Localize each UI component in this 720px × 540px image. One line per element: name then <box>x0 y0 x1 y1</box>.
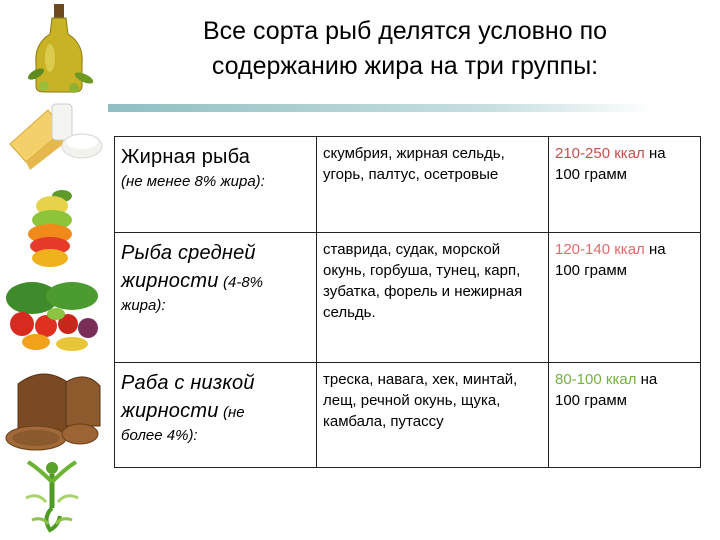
yoga-figure-image <box>18 458 86 538</box>
fish-fat-groups-table <box>114 136 701 468</box>
category-note: (не менее 8% жира): <box>121 173 265 190</box>
kcal-unit: ккал <box>614 145 645 162</box>
kcal-rest: 100 грамм <box>555 262 627 279</box>
kcal-unit: ккал <box>605 371 637 388</box>
kcal-unit: ккал <box>614 241 645 258</box>
fruit-stack-image <box>18 186 86 272</box>
examples-text: треска, навага, хек, минтай, лещ, речной окунь, щука, камбала, путассу <box>323 371 518 430</box>
category-title-cont: жирности <box>121 400 219 422</box>
category-cell <box>115 363 317 468</box>
calories-cell <box>549 363 701 468</box>
slide-title-line-1: Все сорта рыб делятся условно по <box>202 17 608 45</box>
kcal-rest: 100 грамм <box>555 392 627 409</box>
kcal-value: 80-100 <box>555 371 602 388</box>
slide-title <box>120 14 690 84</box>
category-note: более 4%): <box>121 427 198 444</box>
category-title-cont: жирности <box>121 270 219 292</box>
cheese-image <box>4 100 104 170</box>
vegetables-image <box>2 276 106 356</box>
category-title: Рыба средней <box>121 242 256 264</box>
table-row <box>115 363 701 468</box>
category-note-inline: (не <box>222 404 245 421</box>
category-note-inline: (4-8% <box>222 274 263 291</box>
category-cell <box>115 233 317 363</box>
bread-image <box>4 364 104 454</box>
examples-text: ставрида, судак, морской окунь, горбуша, тунец, карп, зубатка, форель и нежирная сельдь. <box>323 241 523 321</box>
examples-cell <box>317 363 549 468</box>
kcal-rest: 100 грамм <box>555 166 627 183</box>
table-row <box>115 233 701 363</box>
table-row <box>115 137 701 233</box>
olive-oil-image <box>24 2 96 94</box>
examples-text: скумбрия, жирная сельдь, угорь, палтус, осетровые <box>323 145 505 183</box>
kcal-value: 210-250 <box>555 145 611 162</box>
calories-cell <box>549 233 701 363</box>
slide-title-line-2: содержанию жира на три группы: <box>211 52 599 80</box>
calories-cell <box>549 137 701 233</box>
category-note: жира): <box>121 297 166 314</box>
food-image-sidebar <box>0 0 108 540</box>
category-title: Жирная рыба <box>121 146 251 168</box>
examples-cell <box>317 233 549 363</box>
category-title: Раба с низкой <box>121 372 255 394</box>
kcal-suffix: на <box>648 241 666 258</box>
kcal-suffix: на <box>640 371 658 388</box>
category-cell <box>115 137 317 233</box>
kcal-suffix: на <box>648 145 666 162</box>
title-accent-line <box>108 104 656 112</box>
examples-cell <box>317 137 549 233</box>
kcal-value: 120-140 <box>555 241 611 258</box>
